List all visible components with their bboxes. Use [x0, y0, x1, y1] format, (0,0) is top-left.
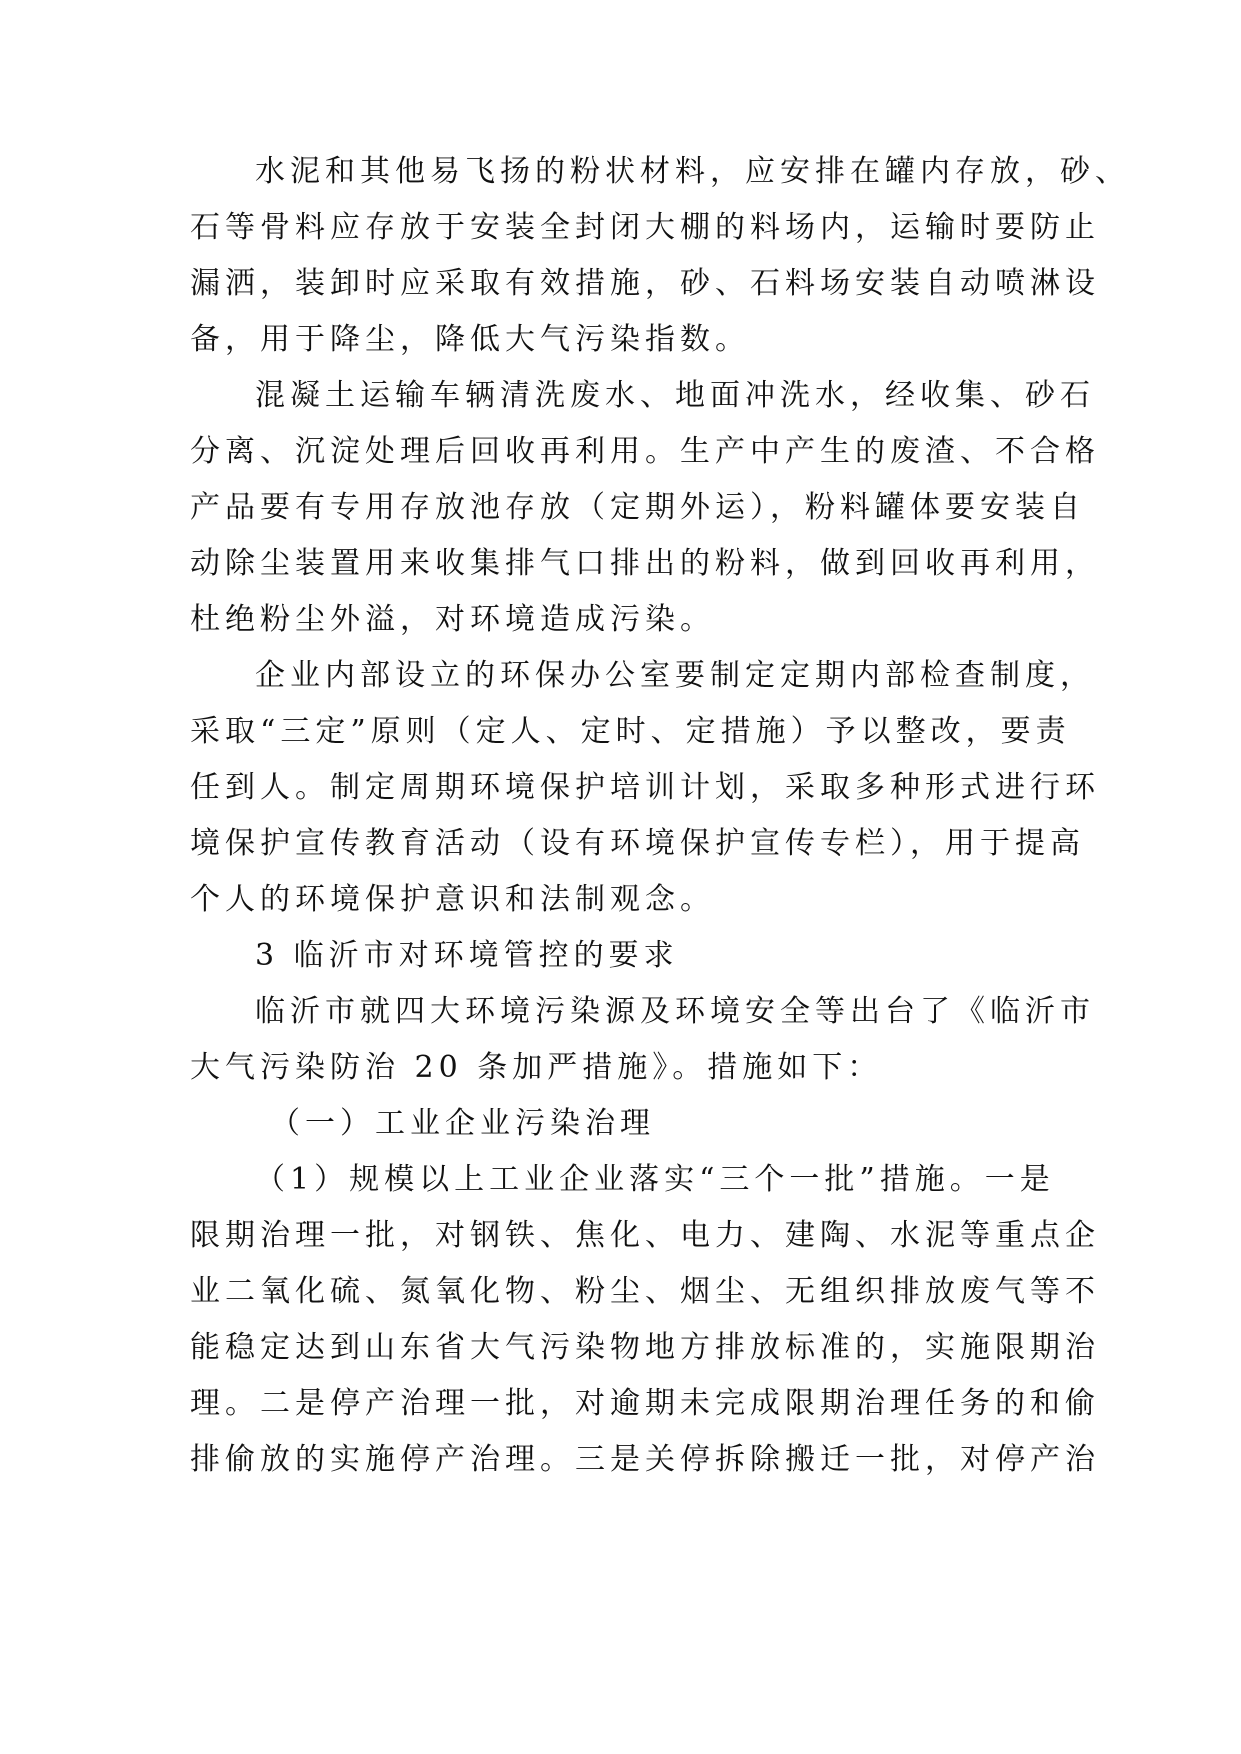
text-line: 任到人。制定周期环境保护培训计划，采取多种形式进行环 — [190, 770, 1100, 805]
section-heading: 3 临沂市对环境管控的要求 — [255, 938, 679, 973]
text-line: 产品要有专用存放池存放（定期外运），粉料罐体要安装自 — [190, 490, 1085, 525]
text-line: 排偷放的实施停产治理。三是关停拆除搬迁一批，对停产治 — [190, 1442, 1100, 1477]
text-line: （1）规模以上工业企业落实“三个一批”措施。一是 — [255, 1162, 1055, 1197]
subsection-heading: （一）工业企业污染治理 — [270, 1106, 655, 1141]
text-line: 石等骨料应存放于安装全封闭大棚的料场内，运输时要防止 — [190, 210, 1100, 245]
text-line: 分离、沉淀处理后回收再利用。生产中产生的废渣、不合格 — [190, 434, 1100, 469]
text-line: 临沂市就四大环境污染源及环境安全等出台了《临沂市 — [255, 994, 1095, 1029]
text-line: 漏洒，装卸时应采取有效措施，砂、石料场安装自动喷淋设 — [190, 266, 1100, 301]
text-line: 备，用于降尘，降低大气污染指数。 — [190, 322, 750, 357]
text-line: 境保护宣传教育活动（设有环境保护宣传专栏），用于提高 — [190, 826, 1085, 861]
text-line: 个人的环境保护意识和法制观念。 — [190, 882, 715, 917]
text-line: 采取“三定”原则（定人、定时、定措施）予以整改，要责 — [190, 714, 1071, 749]
text-line: 限期治理一批，对钢铁、焦化、电力、建陶、水泥等重点企 — [190, 1218, 1100, 1253]
text-line: 能稳定达到山东省大气污染物地方排放标准的，实施限期治 — [190, 1330, 1100, 1365]
text-line: 混凝土运输车辆清洗废水、地面冲洗水，经收集、砂石 — [255, 378, 1095, 413]
text-line: 杜绝粉尘外溢，对环境造成污染。 — [190, 602, 715, 637]
text-line: 动除尘装置用来收集排气口排出的粉料，做到回收再利用， — [190, 546, 1100, 581]
text-line: 业二氧化硫、氮氧化物、粉尘、烟尘、无组织排放废气等不 — [190, 1274, 1100, 1309]
text-line: 企业内部设立的环保办公室要制定定期内部检查制度， — [255, 658, 1095, 693]
text-line: 理。二是停产治理一批，对逾期未完成限期治理任务的和偷 — [190, 1386, 1100, 1421]
text-line: 大气污染防治 20 条加严措施》。措施如下： — [190, 1050, 883, 1085]
text-line: 水泥和其他易飞扬的粉状材料，应安排在罐内存放，砂、 — [255, 154, 1130, 189]
